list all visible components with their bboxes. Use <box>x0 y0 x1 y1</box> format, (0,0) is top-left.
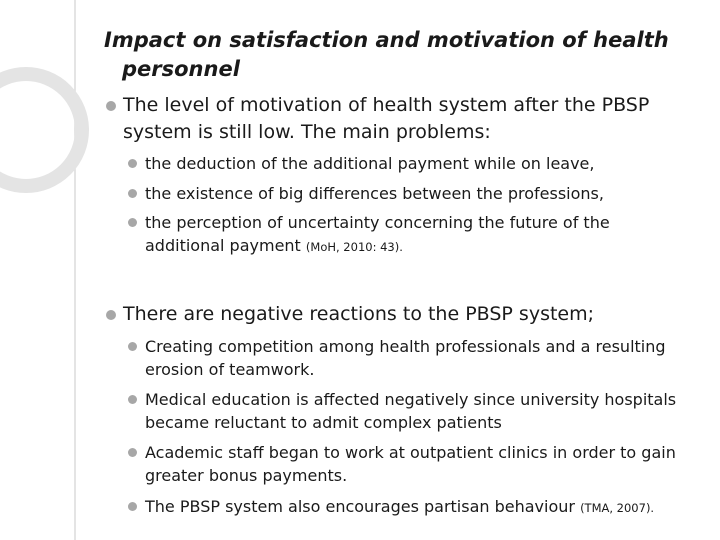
bullet-icon <box>106 310 116 320</box>
bullet-text: the deduction of the additional payment while on leave, <box>145 154 595 173</box>
bullet-level2 <box>128 441 688 489</box>
bullet-icon <box>128 342 137 351</box>
bullet-icon <box>128 159 137 168</box>
citation: (TMA, 2007). <box>580 501 655 515</box>
slide-title: Impact on satisfaction and motivation of health personnel <box>104 28 669 81</box>
bullet-level2 <box>128 182 688 207</box>
bullet-icon <box>128 395 137 404</box>
bullet-text: The PBSP system also encourages partisan behaviour (TMA, 2007). <box>145 497 655 516</box>
bullet-level2 <box>128 211 688 259</box>
bullet-text: Creating competition among health professionals and a resulting erosion of teamwork. <box>145 337 666 379</box>
bullet-level2 <box>128 495 688 520</box>
bullet-level2 <box>128 152 688 177</box>
bullet-icon <box>128 189 137 198</box>
citation: (MoH, 2010: 43). <box>305 240 403 254</box>
bullet-text: There are negative reactions to the PBSP system; <box>123 303 595 325</box>
bullet-text: the existence of big differences between the professions, <box>145 184 604 203</box>
bullet-level2 <box>128 388 688 436</box>
bullet-level1 <box>106 92 686 146</box>
bullet-icon <box>128 502 137 511</box>
bullet-text: the perception of uncertainty concerning the future of the additional payment (MoH, 2010: 43). <box>145 213 610 255</box>
bullet-text: The level of motivation of health system after the PBSP system is still low. The main problems: <box>123 94 650 143</box>
bullet-level2 <box>128 335 688 383</box>
decorative-ring <box>0 74 82 186</box>
bullet-icon <box>106 101 116 111</box>
bullet-level1 <box>106 301 686 328</box>
bullet-icon <box>128 448 137 457</box>
bullet-icon <box>128 218 137 227</box>
bullet-text: Academic staff began to work at outpatient clinics in order to gain greater bonus payments. <box>145 443 676 485</box>
bullet-text: Medical education is affected negatively since university hospitals became reluctant to admit complex patients <box>145 390 677 432</box>
